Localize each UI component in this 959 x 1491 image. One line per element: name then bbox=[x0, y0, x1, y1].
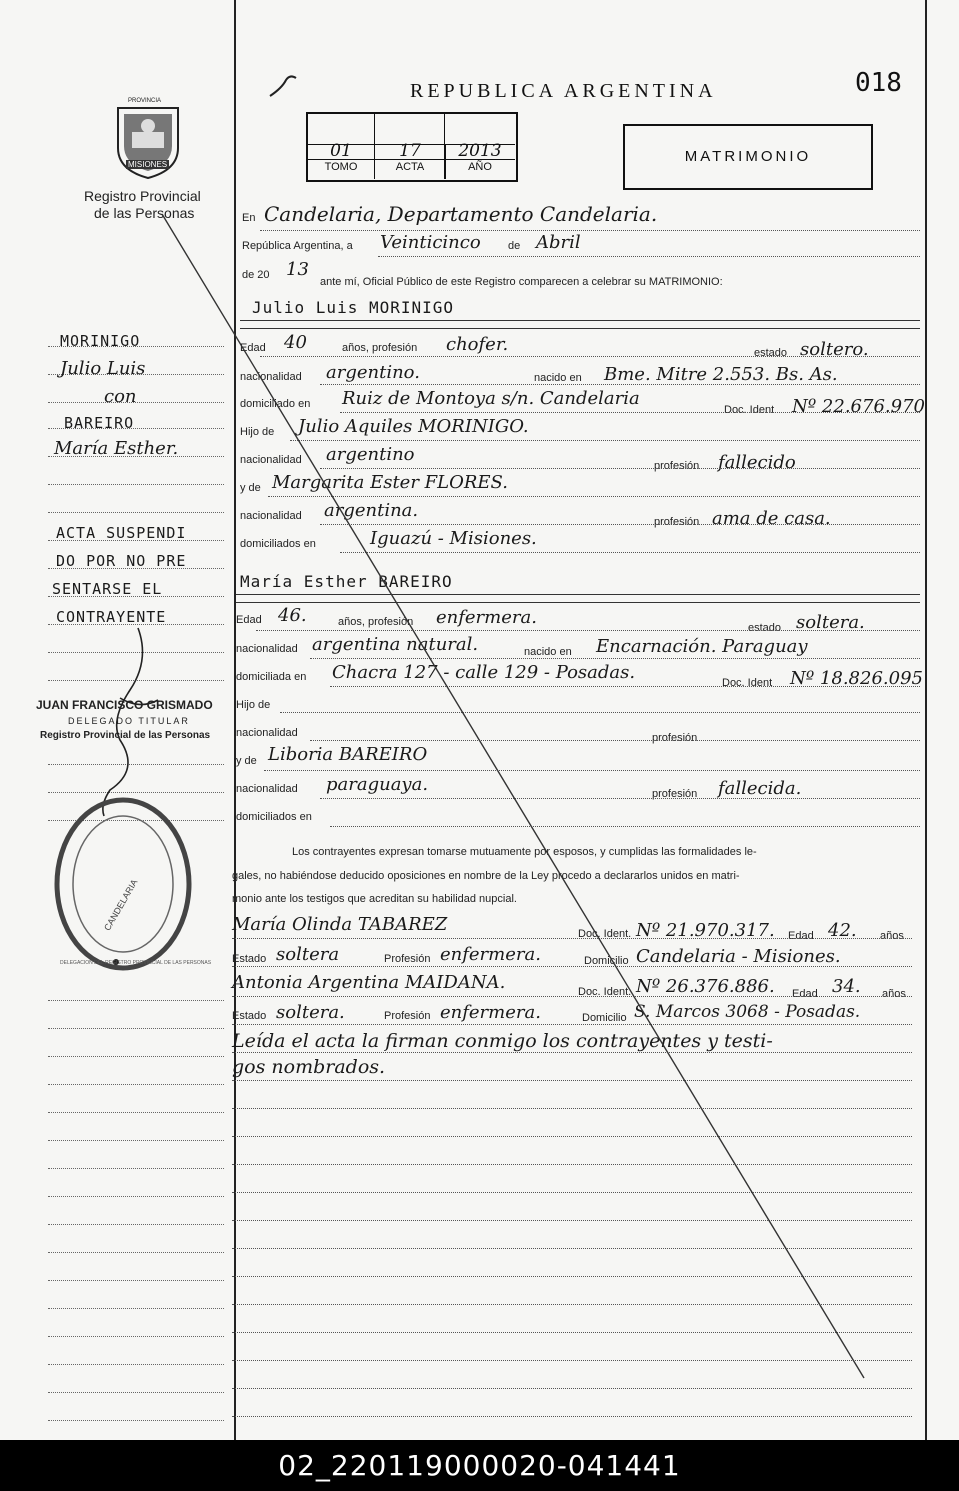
witness2-address: S. Marcos 3068 - Posadas. bbox=[634, 1002, 861, 1022]
statement-line2: gales, no habiéndose deducido oposiciones en nombre de la Ley procedo a declararlos unidos en matri- bbox=[232, 870, 740, 882]
witness2-estado-label: Estado bbox=[232, 1010, 267, 1022]
statement-line3: monio ante los testigos que acreditan su habilidad nupcial. bbox=[232, 893, 517, 905]
bride-nationality: argentina natural. bbox=[312, 634, 479, 655]
stamp-center-text: CANDELARIA bbox=[102, 877, 140, 933]
witness2-doc: Nº 26.376.886. bbox=[636, 976, 775, 997]
witness2-doc-label: Doc. Ident. bbox=[578, 986, 632, 998]
groom-father-nat: argentino bbox=[326, 444, 415, 465]
groom-profession: chofer. bbox=[446, 334, 509, 355]
acta-label: ACTA bbox=[375, 159, 445, 174]
groom-father-label: Hijo de bbox=[240, 426, 275, 438]
groom-father-prof-label: profesión bbox=[654, 460, 700, 472]
bride-mother-nat-label: nacionalidad bbox=[236, 783, 298, 795]
bride-status: soltera. bbox=[796, 612, 865, 633]
appearance-text: ante mí, Oficial Público de este Registro comparecen a celebrar su MATRIMONIO: bbox=[320, 276, 723, 288]
de-label: de bbox=[508, 240, 521, 252]
witness1-address: Candelaria - Misiones. bbox=[636, 946, 841, 967]
bride-anos-label: años, profesión bbox=[338, 616, 414, 628]
margin-bride-names: María Esther. bbox=[54, 438, 179, 459]
ano-label: AÑO bbox=[445, 159, 515, 174]
groom-father-prof: fallecido bbox=[718, 452, 796, 473]
witness2-edad-label: Edad bbox=[792, 988, 818, 1000]
witness2-dom-label: Domicilio bbox=[582, 1012, 627, 1024]
groom-anos-label: años, profesión bbox=[342, 342, 418, 354]
day-value: Veinticinco bbox=[380, 232, 481, 253]
bride-doc: Nº 18.826.095 bbox=[790, 668, 923, 689]
groom-birthplace: Bme. Mitre 2.553. Bs. As. bbox=[604, 364, 838, 385]
witness2-profession: enfermera. bbox=[440, 1002, 541, 1023]
witness2-age: 34. bbox=[832, 976, 861, 997]
groom-mother-nat: argentina. bbox=[324, 500, 419, 521]
groom-status: soltero. bbox=[800, 339, 869, 360]
margin-suspension-2: DO POR NO PRE bbox=[56, 552, 187, 570]
margin-suspension-4: CONTRAYENTE bbox=[56, 608, 167, 626]
bride-mother-prof: fallecida. bbox=[718, 778, 802, 799]
groom-mother-nat-label: nacionalidad bbox=[240, 510, 302, 522]
bride-father-label: Hijo de bbox=[236, 699, 271, 711]
bride-address: Chacra 127 - calle 129 - Posadas. bbox=[332, 662, 636, 683]
year-suffix: 13 bbox=[286, 259, 309, 280]
statement-line1: Los contrayentes expresan tomarse mutuamente por esposos, y cumplidas las formalidades le- bbox=[292, 846, 757, 858]
groom-father-nat-label: nacionalidad bbox=[240, 454, 302, 466]
tomo-label: TOMO bbox=[308, 159, 374, 174]
groom-mother-label: y de bbox=[240, 482, 261, 494]
bride-mother: Liboria BAREIRO bbox=[268, 744, 428, 765]
bride-mother-label: y de bbox=[236, 755, 257, 767]
witness1-age: 42. bbox=[828, 920, 857, 941]
document-code-bar bbox=[0, 1440, 959, 1491]
signatory-name: JUAN FRANCISCO GRISMADO bbox=[36, 698, 213, 712]
bride-nacido-label: nacido en bbox=[524, 646, 572, 658]
bride-estado-label: estado bbox=[748, 622, 782, 634]
seal-text-top: PROVINCIA bbox=[128, 98, 162, 104]
groom-age: 40 bbox=[284, 332, 307, 353]
groom-parents-dom: Iguazú - Misiones. bbox=[370, 528, 537, 549]
closing-line2: gos nombrados. bbox=[232, 1056, 386, 1078]
registry-name-line1: Registro Provincial bbox=[84, 188, 201, 204]
record-type: MATRIMONIO bbox=[684, 148, 812, 165]
republica-label: República Argentina, a bbox=[242, 240, 353, 252]
bride-father-nat-label: nacionalidad bbox=[236, 727, 298, 739]
witness1-profession: enfermera. bbox=[440, 944, 541, 965]
registry-name-line2: de las Personas bbox=[94, 205, 195, 221]
bride-name: María Esther BAREIRO bbox=[240, 572, 453, 591]
page-number: 018 bbox=[855, 68, 902, 98]
groom-domicilio-label: domiciliado en bbox=[240, 398, 311, 410]
witness1-name: María Olinda TABAREZ bbox=[232, 914, 448, 935]
witness2-status: soltera. bbox=[276, 1002, 345, 1023]
witness1-prof-label: Profesión bbox=[384, 953, 431, 965]
year-prefix: de 20 bbox=[242, 269, 270, 281]
bride-father-prof-label: profesión bbox=[652, 732, 698, 744]
tomo-value: 01 bbox=[330, 141, 352, 161]
groom-edad-label: Edad bbox=[240, 342, 266, 354]
signatory-org: Registro Provincial de las Personas bbox=[40, 730, 211, 741]
margin-suspension-3: SENTARSE EL bbox=[52, 580, 163, 598]
witness1-status: soltera bbox=[276, 944, 340, 965]
witness2-name: Antonia Argentina MAIDANA. bbox=[232, 972, 506, 993]
witness1-doc: Nº 21.970.317. bbox=[636, 920, 775, 941]
witness2-anos-label: años bbox=[882, 988, 906, 1000]
groom-mother-prof-label: profesión bbox=[654, 516, 700, 528]
witness1-dom-label: Domicilio bbox=[584, 955, 629, 967]
bride-profession: enfermera. bbox=[436, 607, 537, 628]
margin-groom-surname: MORINIGO bbox=[60, 332, 141, 350]
place-value: Candelaria, Departamento Candelaria. bbox=[264, 202, 658, 226]
bride-birthplace: Encarnación. Paraguay bbox=[596, 636, 808, 657]
groom-doc: Nº 22.676.970 bbox=[792, 396, 925, 417]
groom-nationality: argentino. bbox=[326, 362, 420, 383]
bride-age: 46. bbox=[278, 605, 307, 626]
witness1-estado-label: Estado bbox=[232, 953, 267, 965]
bride-domicilio-label: domiciliada en bbox=[236, 671, 307, 683]
margin-groom-names: Julio Luis bbox=[60, 358, 146, 379]
groom-parents-dom-label: domiciliados en bbox=[240, 538, 316, 550]
signatory-role: DELEGADO TITULAR bbox=[68, 716, 190, 726]
stamp-outer-text: DELEGACION DEL REGISTRO PROVINCIAL DE LAS PERSONAS bbox=[60, 960, 212, 966]
bride-doc-label: Doc. Ident bbox=[722, 677, 773, 689]
groom-doc-label: Doc. Ident bbox=[724, 404, 775, 416]
groom-name: Julio Luis MORINIGO bbox=[252, 298, 455, 317]
witness1-anos-label: años bbox=[880, 930, 904, 942]
en-label: En bbox=[242, 212, 256, 224]
ano-value: 2013 bbox=[458, 141, 502, 161]
witness2-prof-label: Profesión bbox=[384, 1010, 431, 1022]
groom-nacido-label: nacido en bbox=[534, 372, 582, 384]
bride-mother-nat: paraguaya. bbox=[326, 774, 429, 795]
bride-parents-dom-label: domiciliados en bbox=[236, 811, 312, 823]
acta-value: 17 bbox=[399, 141, 421, 161]
groom-father: Julio Aquiles MORINIGO. bbox=[298, 416, 529, 437]
document-code: 02_220119000020-041441 bbox=[278, 1449, 681, 1482]
seal-text-bottom: MISIONES bbox=[128, 160, 168, 169]
margin-bride-surname: BAREIRO bbox=[64, 414, 135, 432]
groom-address: Ruiz de Montoya s/n. Candelaria bbox=[342, 388, 640, 409]
country-title: REPUBLICA ARGENTINA bbox=[410, 80, 717, 102]
month-value: Abril bbox=[536, 232, 581, 253]
bride-mother-prof-label: profesión bbox=[652, 788, 698, 800]
groom-mother-prof: ama de casa. bbox=[712, 508, 831, 529]
witness1-doc-label: Doc. Ident. bbox=[578, 928, 632, 940]
margin-con: con bbox=[104, 386, 137, 407]
witness1-edad-label: Edad bbox=[788, 930, 814, 942]
closing-line1: Leída el acta la firman conmigo los contrayentes y testi- bbox=[232, 1030, 773, 1052]
groom-estado-label: estado bbox=[754, 347, 788, 359]
groom-mother: Margarita Ester FLORES. bbox=[272, 472, 508, 493]
bride-nac-label: nacionalidad bbox=[236, 643, 298, 655]
groom-nac-label: nacionalidad bbox=[240, 371, 302, 383]
margin-suspension-1: ACTA SUSPENDI bbox=[56, 524, 187, 542]
bride-edad-label: Edad bbox=[236, 614, 262, 626]
